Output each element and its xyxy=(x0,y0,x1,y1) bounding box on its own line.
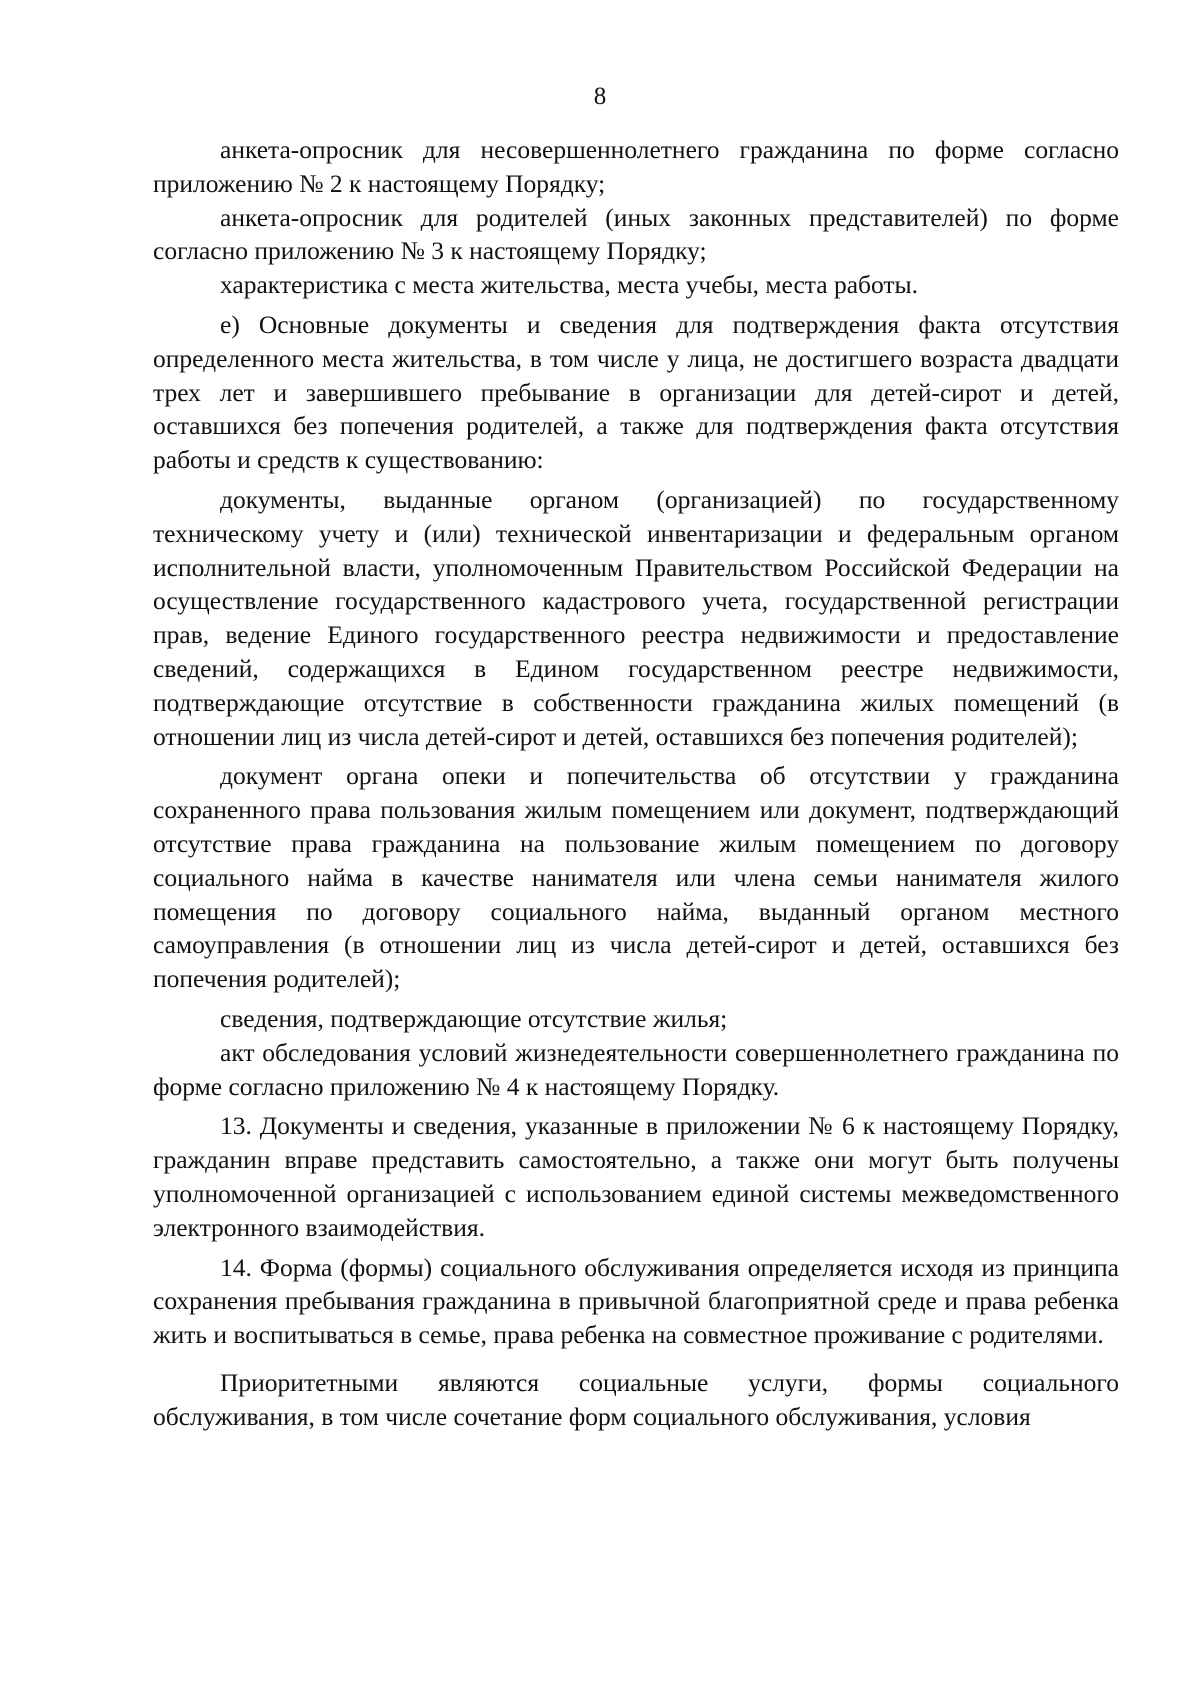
page-number: 8 xyxy=(593,83,607,110)
document-body xyxy=(153,133,1119,1433)
paragraph-characteristic: характеристика с места жительства, места учебы, места работы. xyxy=(220,270,919,300)
paragraph-priority-services: Приоритетными являются социальные услуги, формы социального обслуживания, в том числе сочетание форм социального обслуживания, условия xyxy=(153,1367,1119,1431)
paragraph-questionnaire-minor: анкета-опросник для несовершеннолетнего гражданина по форме согласно приложению № 2 к настоящему Порядку; xyxy=(153,135,1119,198)
paragraph-questionnaire-parents: анкета-опросник для родителей (иных законных представителей) по форме согласно приложению № 3 к настоящему Порядку; xyxy=(153,202,1119,266)
paragraph-item-e: е) Основные документы и сведения для подтверждения факта отсутствия определенного места жительства, в том числе у лица, не достигшего возраста двадцати трех лет и завершившего пребывание в организации для детей-сирот и детей, оставшихся без попечения родителей, а также для подтверждения факта отсутствия работы и средств к существованию: xyxy=(153,309,1119,475)
paragraph-inspection-act: акт обследования условий жизнедеятельности совершеннолетнего гражданина по форме согласно приложению № 4 к настоящему Порядку. xyxy=(153,1037,1119,1101)
paragraph-item-13: 13. Документы и сведения, указанные в приложении № 6 к настоящему Порядку, гражданин вправе представить самостоятельно, а также они могут быть получены уполномоченной организацией с использованием единой системы межведомственного электронного взаимодействия. xyxy=(153,1111,1119,1242)
paragraph-guardianship-document: документ органа опеки и попечительства об отсутствии у гражданина сохраненного права пользования жилым помещением или документ, подтверждающий отсутствие права гражданина на пользование жилым помещением по договору социального найма в качестве нанимателя или члена семьи нанимателя жилого помещения по договору социального найма, выданный органом местного самоуправления (в отношении лиц из числа детей-сирот и детей, оставшихся без попечения родителей); xyxy=(153,761,1119,994)
paragraph-property-documents: документы, выданные органом (организацией) по государственному техническому учету и (или) технической инвентаризации и федеральным органом исполнительной власти, уполномоченным Правительством Российской Федерации на осуществление государственного кадастрового учета, государственной регистрации прав, ведение Единого государственного реестра недвижимости и предоставление сведений, содержащихся в Едином государственном реестре недвижимости, подтверждающие отсутствие в собственности гражданина жилых помещений (в отношении лиц из числа детей-сирот и детей, оставшихся без попечения родителей); xyxy=(153,484,1119,751)
paragraph-item-14: 14. Форма (формы) социального обслуживания определяется исходя из принципа сохранения пребывания гражданина в привычной благоприятной среде и права ребенка жить и воспитываться в семье, права ребенка на совместное проживание с родителями. xyxy=(153,1252,1119,1350)
paragraph-no-housing-info: сведения, подтверждающие отсутствие жилья; xyxy=(220,1003,728,1033)
